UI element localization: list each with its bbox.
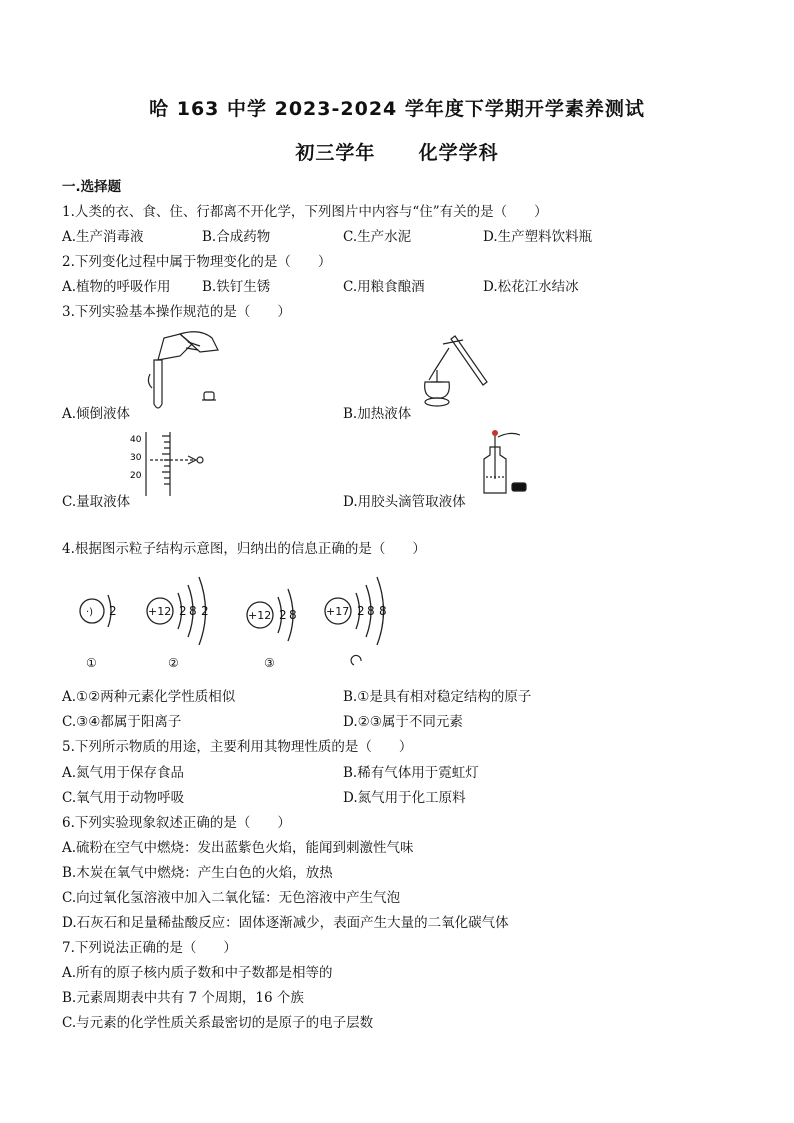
q3-option-a: A.倾倒液体 [62, 406, 131, 422]
q2-option-a: A.植物的呼吸作用 [62, 279, 171, 295]
dropper-bulb-icon [492, 430, 498, 436]
q5-option-a: A.氮气用于保存食品 [62, 765, 185, 781]
atom-structure-diagrams [62, 565, 402, 675]
atom3-shell-2: 8 [289, 608, 297, 622]
heating-liquid-figure [415, 330, 495, 415]
q6-option-d: D.石灰石和足量稀盐酸反应：固体逐渐减少，表面产生大量的二氧化碳气体 [62, 915, 509, 931]
atom3-label: ③ [264, 656, 275, 670]
page-subtitle [0, 138, 794, 165]
question-6-stem: 6.下列实验现象叙述正确的是（ ） [62, 815, 291, 831]
question-4-stem: 4.根据图示粒子结构示意图，归纳出的信息正确的是（ ） [62, 541, 426, 557]
q5-option-d: D.氮气用于化工原料 [343, 790, 466, 806]
atom2-shell-2: 8 [189, 604, 197, 618]
atom2-nucleus: +12 [148, 605, 172, 618]
cylinder-mark-30: 30 [130, 453, 142, 463]
atom3-shell-1: 2 [279, 608, 287, 622]
q3-option-d: D.用胶头滴管取液体 [343, 494, 466, 510]
q1-option-b: B.合成药物 [202, 229, 271, 245]
atom1-shell-1: 2 [109, 604, 117, 618]
q2-option-d: D.松花江水结冰 [483, 279, 579, 295]
pouring-liquid-figure [140, 330, 230, 415]
q6-option-c: C.向过氧化氢溶液中加入二氧化锰：无色溶液中产生气泡 [62, 890, 401, 906]
q4-option-c: C.③④都属于阳离子 [62, 714, 182, 730]
dropper-figure [476, 425, 536, 500]
q2-option-c: C.用粮食酿酒 [343, 279, 425, 295]
question-1-stem: 1.人类的衣、食、住、行都离不开化学，下列图片中内容与“住”有关的是（ ） [62, 204, 548, 220]
cylinder-mark-40: 40 [130, 435, 142, 445]
q4-option-d: D.②③属于不同元素 [343, 714, 463, 730]
q3-option-b: B.加热液体 [343, 406, 412, 422]
question-7-stem: 7.下列说法正确的是（ ） [62, 940, 237, 956]
cylinder-mark-20: 20 [130, 471, 142, 481]
q7-option-b: B.元素周期表中共有 7 个周期，16 个族 [62, 990, 304, 1006]
q1-option-c: C.生产水泥 [343, 229, 412, 245]
question-2-stem: 2.下列变化过程中属于物理变化的是（ ） [62, 254, 332, 270]
atom4-shell-2: 8 [367, 604, 375, 618]
q1-option-a: A.生产消毒液 [62, 229, 144, 245]
question-5-stem: 5.下列所示物质的用途，主要利用其物理性质的是（ ） [62, 739, 413, 755]
atom2-shell-3: 2 [201, 604, 209, 618]
q6-option-a: A.硫粉在空气中燃烧：发出蓝紫色火焰，能闻到刺激性气味 [62, 840, 414, 856]
measuring-cylinder-figure [130, 430, 220, 500]
q7-option-c: C.与元素的化学性质关系最密切的是原子的电子层数 [62, 1015, 374, 1031]
q2-option-b: B.铁钉生锈 [202, 279, 271, 295]
q5-option-c: C.氧气用于动物呼吸 [62, 790, 185, 806]
page-title: 哈 163 中学 2023-2024 学年度下学期开学素养测试 [149, 98, 645, 120]
q7-option-a: A.所有的原子核内质子数和中子数都是相等的 [62, 965, 333, 981]
q4-option-a: A.①②两种元素化学性质相似 [62, 689, 236, 705]
q4-option-b: B.①是具有相对稳定结构的原子 [343, 689, 532, 705]
atom2-label: ② [168, 656, 179, 670]
q1-option-d: D.生产塑料饮料瓶 [483, 229, 593, 245]
atom4-shell-1: 2 [357, 604, 365, 618]
section-heading: 一.选择题 [62, 179, 122, 195]
svg-text:·): ·) [86, 607, 94, 618]
atom4-shell-3: 8 [379, 604, 387, 618]
atom2-shell-1: 2 [179, 604, 187, 618]
subtitle-grade: 初三学年 [295, 142, 376, 164]
q5-option-b: B.稀有气体用于霓虹灯 [343, 765, 479, 781]
atom4-nucleus: +17 [326, 605, 350, 618]
atom1-label: ① [86, 656, 97, 670]
q6-option-b: B.木炭在氧气中燃烧：产生白色的火焰，放热 [62, 865, 333, 881]
atom3-nucleus: +12 [248, 609, 272, 622]
subtitle-subject: 化学学科 [418, 142, 499, 164]
question-3-stem: 3.下列实验基本操作规范的是（ ） [62, 304, 291, 320]
q3-option-c: C.量取液体 [62, 494, 131, 510]
